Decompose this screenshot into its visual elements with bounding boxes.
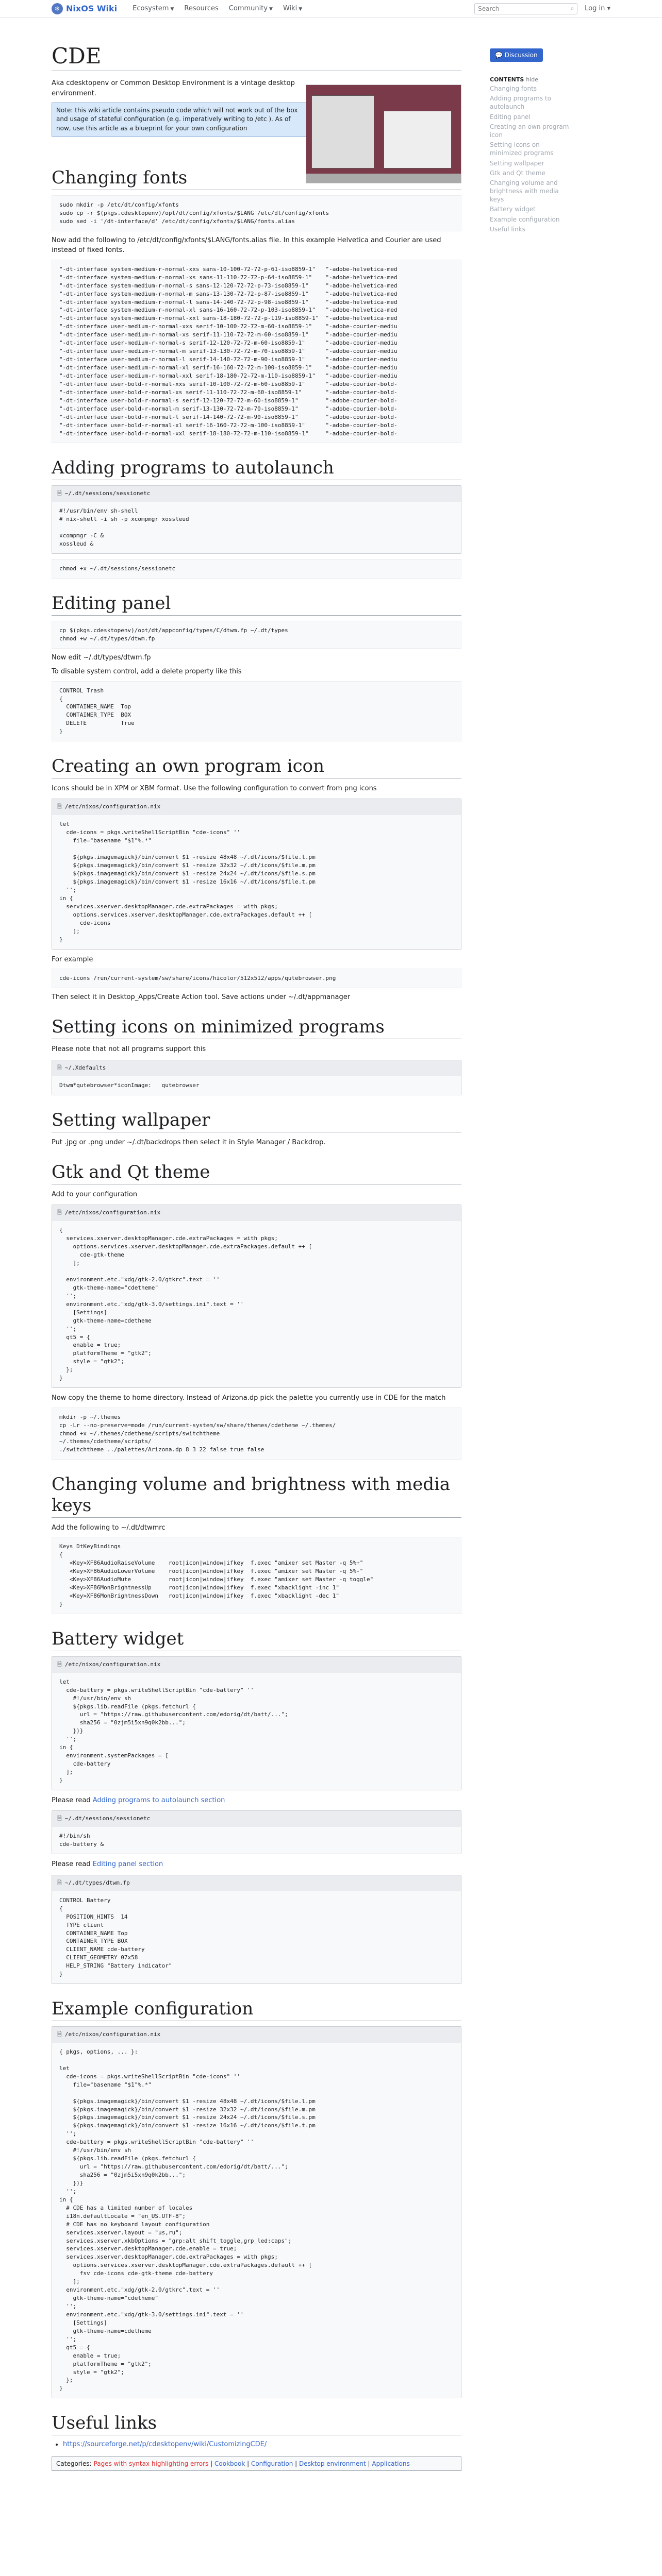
code-block: Keys DtKeyBindings { <Key>XF86AudioRaiseVolume root|icon|window|ifkey f.exec "amixer set Master -q 5%+" <Key>XF86AudioLowerVolume root|icon|window|ifkey f.exec "amixer set Master -q 5%-" <Key>XF86AudioMute root|icon|window|ifkey f.exec "amixer set Master -q toggle" <Key>XF86MonBrightnessUp root|icon|window|ifkey f.exec "xbacklight -inc 1" <Key>XF86MonBrightnessDown root|icon|window|ifkey f.exec "xbacklight -dec 1" } xyxy=(52,1537,461,1614)
section-heading-gtk: Gtk and Qt theme xyxy=(52,1162,461,1184)
code-block: mkdir -p ~/.themes cp -Lr --no-preserve=mode /run/current-system/sw/share/themes/cdetheme ~/.themes/ chmod +x ~/.themes/cdetheme/scripts/switchtheme ~/.themes/cdetheme/scripts/ ./switchtheme ../palettes/Arizona.dp 8 3 22 false true false xyxy=(52,1408,461,1460)
main-content xyxy=(52,43,461,2471)
panel-section-link[interactable]: Editing panel section xyxy=(92,1860,163,1869)
toc-item[interactable]: Setting icons on minimized programs xyxy=(490,141,554,157)
code-block: CONTROL Battery { POSITION_HINTS 14 TYPE client CONTAINER_NAME Top CONTAINER_TYPE BOX CLIENT_NAME cde-battery CLIENT_GEOMETRY 07x58 HELP_STRING "Battery indicator" } xyxy=(52,1891,461,1984)
site-logo[interactable] xyxy=(52,3,117,14)
toc-item[interactable]: Changing volume and brightness with media keys xyxy=(490,179,559,204)
code-block: let cde-battery = pkgs.writeShellScriptBin "cde-battery" '' #!/usr/bin/env sh ${pkgs.lib.readFile (pkgs.fetchurl { url = "https://raw.githubusercontent.com/edorig/dt/batt/..."; sha256 = "0zjm5i5xn9q0k2bb..."; })} ''; in { environment.systemPackages = [ cde-battery ]; } xyxy=(52,1673,461,1790)
nav-community[interactable]: Community ▼ xyxy=(228,5,273,12)
toc-item[interactable]: Changing fonts xyxy=(490,85,537,92)
paragraph: Put .jpg or .png under ~/.dt/backdrops then select it in Style Manager / Backdrop. xyxy=(52,1138,326,1146)
category-link[interactable]: Desktop environment xyxy=(299,2460,366,2468)
categories-box: Categories: Pages with syntax highlighting errors | Cookbook | Configuration | Desktop environment | Applications xyxy=(52,2456,461,2471)
chevron-down-icon: ▼ xyxy=(269,7,273,12)
paragraph: Please read Adding programs to autolaunch section xyxy=(52,1796,225,1804)
code-block: CONTROL Trash { CONTAINER_NAME Top CONTAINER_TYPE BOX DELETE True } xyxy=(52,681,461,742)
section-heading-panel: Editing panel xyxy=(52,593,461,616)
code-block: Dtwm*qutebrowser*iconImage: qutebrowser xyxy=(52,1076,461,1095)
code-block: { services.xserver.desktopManager.cde.extraPackages = with pkgs; options.services.xserver.desktopManager.cde.extraPackages.default ++ [ cde-gtk-theme ]; environment.etc."xdg/gtk-2.0/gtkrc".text = '' gtk-theme-name="cdetheme" ''; environment.etc."xdg/gtk-3.0/settings.ini".text = '' [Settings] gtk-theme-name=cdetheme ''; qt5 = { enable = true; platformTheme = "gtk2"; style = "gtk2"; }; } xyxy=(52,1221,461,1387)
file-block: 🗎 ~/.Xdefaults Dtwm*qutebrowser*iconImage: qutebrowser xyxy=(52,1060,461,1095)
file-icon: 🗎 xyxy=(57,803,62,810)
file-block: 🗎 ~/.dt/sessions/sessionetc #!/bin/sh cde-battery & xyxy=(52,1810,461,1854)
section-heading-fonts: Changing fonts xyxy=(52,167,461,190)
search-icon: ⌕ xyxy=(570,5,574,12)
paragraph: To disable system control, add a delete property like this xyxy=(52,668,242,676)
chevron-down-icon: ▼ xyxy=(170,7,174,12)
external-link[interactable]: https://sourceforge.net/p/cdesktopenv/wiki/CustomizingCDE/ xyxy=(63,2441,267,2449)
paragraph: Now edit ~/.dt/types/dtwm.fp xyxy=(52,653,151,662)
list-item xyxy=(63,2441,461,2448)
intro-text: Aka cdesktopenv or Common Desktop Environment is a vintage desktop environment. xyxy=(52,79,295,97)
file-icon: 🗎 xyxy=(57,1064,62,1071)
section-heading-media: Changing volume and brightness with media keys xyxy=(52,1474,461,1518)
section-heading-battery: Battery widget xyxy=(52,1629,461,1651)
file-icon: 🗎 xyxy=(57,1209,62,1216)
code-block: #!/usr/bin/env sh-shell # nix-shell -i sh -p xcompmgr xossleud xcompmgr -C & xossleud & xyxy=(52,502,461,553)
category-link[interactable]: Pages with syntax highlighting errors xyxy=(93,2460,209,2468)
search-input[interactable]: Search ⌕ xyxy=(474,3,577,14)
toc-item[interactable]: Setting wallpaper xyxy=(490,159,544,167)
nav-ecosystem[interactable]: Ecosystem ▼ xyxy=(133,5,174,12)
toc-hide-link[interactable]: hide xyxy=(526,76,539,83)
toc-item[interactable]: Example configuration xyxy=(490,215,560,223)
toc-item[interactable]: Useful links xyxy=(490,225,525,233)
file-block: 🗎 ~/.dt/sessions/sessionetc #!/usr/bin/env sh-shell # nix-shell -i sh -p xcompmgr xossleud xcompmgr -C & xossleud & xyxy=(52,485,461,554)
nav-resources[interactable]: Resources xyxy=(184,5,219,12)
code-block: chmod +x ~/.dt/sessions/sessionetc xyxy=(52,559,461,579)
top-bar xyxy=(0,0,662,18)
cde-screenshot[interactable] xyxy=(306,84,461,183)
site-name: NixOS Wiki xyxy=(66,4,118,13)
paragraph: Please note that not all programs support this xyxy=(52,1045,206,1054)
paragraph: Now add the following to /etc/dt/config/xfonts/$LANG/fonts.alias file. In this example Helvetica and Courier are used instead of fixed fonts. xyxy=(52,236,441,255)
section-heading-wallpaper: Setting wallpaper xyxy=(52,1110,461,1132)
file-block: 🗎 /etc/nixos/configuration.nix let cde-battery = pkgs.writeShellScriptBin "cde-battery" '' #!/usr/bin/env sh ${pkgs.lib.readFile (pkgs.fetchurl { url = "https://raw.githubusercontent.com/edorig/dt/batt/..."; sha256 = "0zjm5i5xn9q0k2bb..."; })} ''; in { environment.systemPackages = [ cde-battery ]; } xyxy=(52,1656,461,1790)
file-icon: 🗎 xyxy=(57,1815,62,1822)
toc-item[interactable]: Battery widget xyxy=(490,206,536,213)
file-icon: 🗎 xyxy=(57,1660,62,1668)
main-nav xyxy=(133,5,302,12)
paragraph: Now copy the theme to home directory. Instead of Arizona.dp pick the palette you currently use in CDE for the match xyxy=(52,1394,446,1402)
nixos-logo-icon: ❄ xyxy=(52,3,63,14)
file-block: 🗎 /etc/nixos/configuration.nix { services.xserver.desktopManager.cde.extraPackages = with pkgs; options.services.xserver.desktopManager.cde.extraPackages.default ++ [ cde-gtk-theme ]; environment.etc."xdg/gtk-2.0/gtkrc".text = '' gtk-theme-name="cdetheme" ''; environment.etc."xdg/gtk-3.0/settings.ini".text = '' [Settings] gtk-theme-name=cdetheme ''; qt5 = { enable = true; platformTheme = "gtk2"; style = "gtk2"; }; } xyxy=(52,1205,461,1388)
category-link[interactable]: Cookbook xyxy=(214,2460,245,2468)
category-link[interactable]: Applications xyxy=(372,2460,410,2468)
paragraph: Please read Editing panel section xyxy=(52,1860,163,1869)
section-heading-icon: Creating an own program icon xyxy=(52,756,461,778)
toc-title: CONTENTS hide xyxy=(490,76,539,83)
file-block: 🗎 /etc/nixos/configuration.nix { pkgs, options, ... }: let cde-icons = pkgs.writeShellScriptBin "cde-icons" '' file="basename "$1"%.*" ${pkgs.imagemagick}/bin/convert $1 -resize 48x48 ~/.dt/icons/$file.l.pm ${pkgs.imagemagick}/bin/convert $1 -resize 32x32 ~/.dt/icons/$file.m.pm ${pkgs.imagemagick}/bin/convert $1 -resize 24x24 ~/.dt/icons/$file.s.pm ${pkgs.imagemagick}/bin/convert $1 -resize 16x16 ~/.dt/icons/$file.t.pm ''; cde-battery = pkgs.writeShellScriptBin "cde-battery" '' #!/usr/bin/env sh ${pkgs.lib.readFile (pkgs.fetchurl { url = "https://raw.githubusercontent.com/edorig/dt/batt/..."; sha256 = "0zjm5i5xn9q0k2bb..."; })} ''; in { # CDE has a limited number of locales i18n.defaultLocale = "en_US.UTF-8"; # CDE has no keyboard layout configuration services.xserver.layout = "us,ru"; services.xserver.xkbOptions = "grp:alt_shift_toggle,grp_led:caps"; services.xserver.desktopManager.cde.enable = true; services.xserver.desktopManager.cde.extraPackages = with pkgs; options.services.xserver.desktopManager.cde.extraPackages.default ++ [ fsv cde-icons cde-gtk-theme cde-battery ]; environment.etc."xdg/gtk-2.0/gtkrc".text = '' gtk-theme-name="cdetheme" ''; environment.etc."xdg/gtk-3.0/settings.ini".text = '' [Settings] gtk-theme-name=cdetheme ''; qt5 = { enable = true; platformTheme = "gtk2"; style = "gtk2"; }; } xyxy=(52,2026,461,2398)
paragraph: Add the following to ~/.dt/dtwmrc xyxy=(52,1523,166,1532)
file-icon: 🗎 xyxy=(57,2030,62,2038)
file-icon: 🗎 xyxy=(57,1879,62,1886)
chevron-down-icon: ▼ xyxy=(299,7,303,12)
code-block: "-dt-interface system-medium-r-normal-xxs sans-10-100-72-72-p-61-iso8859-1" "-adobe-helvetica-med "-dt-interface system-medium-r-normal-xs sans-11-110-72-72-p-64-iso8859-1" "-adobe-helvetica-med "-dt-interface system-medium-r-normal-s sans-12-120-72-72-p-73-iso8859-1" "-adobe-helvetica-med "-dt-interface system-medium-r-normal-m sans-13-130-72-72-p-87-iso8859-1" "-adobe-helvetica-med "-dt-interface system-medium-r-normal-l sans-14-140-72-72-p-98-iso8859-1" "-adobe-helvetica-med "-dt-interface system-medium-r-normal-xl sans-16-160-72-72-p-103-iso8859-1" "-adobe-helvetica-med "-dt-interface system-medium-r-normal-xxl sans-18-180-72-72-p-119-iso8859-1" "-adobe-helvetica-med "-dt-interface user-medium-r-normal-xxs serif-10-100-72-72-m-60-iso8859-1" "-adobe-courier-mediu "-dt-interface user-medium-r-normal-xs serif-11-110-72-72-m-60-iso8859-1" "-adobe-courier-mediu "-dt-interface user-medium-r-normal-s serif-12-120-72-72-m-60-iso8859-1" "-adobe-courier-mediu "-dt-interface user-medium-r-normal-m serif-13-130-72-72-m-70-iso8859-1" "-adobe-courier-mediu "-dt-interface user-medium-r-normal-l serif-14-140-72-72-m-90-iso8859-1" "-adobe-courier-mediu "-dt-interface user-medium-r-normal-xl serif-16-160-72-72-m-100-iso8859-1" "-adobe-courier-mediu "-dt-interface user-medium-r-normal-xxl serif-18-180-72-72-m-110-iso8859-1" "-adobe-courier-mediu "-dt-interface user-bold-r-normal-xxs serif-10-100-72-72-m-60-iso8859-1" "-adobe-courier-bold- "-dt-interface user-bold-r-normal-xs serif-11-110-72-72-m-60-iso8859-1" "-adobe-courier-bold- "-dt-interface user-bold-r-normal-s serif-12-120-72-72-m-60-iso8859-1" "-adobe-courier-bold- "-dt-interface user-bold-r-normal-m serif-13-130-72-72-m-70-iso8859-1" "-adobe-courier-bold- "-dt-interface user-bold-r-normal-l serif-14-140-72-72-m-90-iso8859-1" "-adobe-courier-bold- "-dt-interface user-bold-r-normal-xl serif-16-160-72-72-m-100-iso8859-1" "-adobe-courier-bold- "-dt-interface user-bold-r-normal-xxl serif-18-180-72-72-m-110-iso8859-1" "-adobe-courier-bold- xyxy=(52,260,461,444)
sidebar xyxy=(490,48,572,235)
nav-wiki[interactable]: Wiki ▼ xyxy=(283,5,303,12)
page-title: CDE xyxy=(52,43,461,71)
toc-item[interactable]: Editing panel xyxy=(490,113,531,121)
section-heading-autolaunch: Adding programs to autolaunch xyxy=(52,457,461,480)
links-list xyxy=(52,2441,461,2448)
file-icon: 🗎 xyxy=(57,490,62,497)
paragraph: Add to your configuration xyxy=(52,1190,138,1198)
toc-item[interactable]: Adding programs to autolaunch xyxy=(490,95,551,111)
login-link[interactable]: Log in ▾ xyxy=(585,5,610,12)
toc-list xyxy=(490,84,572,233)
file-block: 🗎 ~/.dt/types/dtwm.fp CONTROL Battery { POSITION_HINTS 14 TYPE client CONTAINER_NAME Top CONTAINER_TYPE BOX CLIENT_NAME cde-battery CLIENT_GEOMETRY 07x58 HELP_STRING "Battery indicator" } xyxy=(52,1875,461,1984)
section-heading-example: Example configuration xyxy=(52,1998,461,2021)
code-block: sudo mkdir -p /etc/dt/config/xfonts sudo cp -r $(pkgs.cdesktopenv)/opt/dt/config/xfonts/$LANG /etc/dt/config/xfonts sudo sed -i '/dt-interface/d' /etc/dt/config/xfonts/$LANG/fonts.alias xyxy=(52,195,461,231)
toc-item[interactable]: Creating an own program icon xyxy=(490,123,569,139)
paragraph: Then select it in Desktop_Apps/Create Action tool. Save actions under ~/.dt/appmanager xyxy=(52,993,351,1001)
autolaunch-section-link[interactable]: Adding programs to autolaunch section xyxy=(92,1796,225,1804)
code-block: cp $(pkgs.cdesktopenv)/opt/dt/appconfig/types/C/dtwm.fp ~/.dt/types chmod +w ~/.dt/types/dtwm.fp xyxy=(52,621,461,649)
code-block: #!/bin/sh cde-battery & xyxy=(52,1827,461,1854)
discussion-button[interactable]: 💬 Discussion xyxy=(490,48,543,62)
code-block: { pkgs, options, ... }: let cde-icons = pkgs.writeShellScriptBin "cde-icons" '' file="basename "$1"%.*" ${pkgs.imagemagick}/bin/convert $1 -resize 48x48 ~/.dt/icons/$file.l.pm ${pkgs.imagemagick}/bin/convert $1 -resize 32x32 ~/.dt/icons/$file.m.pm ${pkgs.imagemagick}/bin/convert $1 -resize 24x24 ~/.dt/icons/$file.s.pm ${pkgs.imagemagick}/bin/convert $1 -resize 16x16 ~/.dt/icons/$file.t.pm ''; cde-battery = pkgs.writeShellScriptBin "cde-battery" '' #!/usr/bin/env sh ${pkgs.lib.readFile (pkgs.fetchurl { url = "https://raw.githubusercontent.com/edorig/dt/batt/..."; sha256 = "0zjm5i5xn9q0k2bb..."; })} ''; in { # CDE has a limited number of locales i18n.defaultLocale = "en_US.UTF-8"; # CDE has no keyboard layout configuration services.xserver.layout = "us,ru"; services.xserver.xkbOptions = "grp:alt_shift_toggle,grp_led:caps"; services.xserver.desktopManager.cde.enable = true; services.xserver.desktopManager.cde.extraPackages = with pkgs; options.services.xserver.desktopManager.cde.extraPackages.default ++ [ fsv cde-icons cde-gtk-theme cde-battery ]; environment.etc."xdg/gtk-2.0/gtkrc".text = '' gtk-theme-name="cdetheme" ''; environment.etc."xdg/gtk-3.0/settings.ini".text = '' [Settings] gtk-theme-name=cdetheme ''; qt5 = { enable = true; platformTheme = "gtk2"; style = "gtk2"; }; } xyxy=(52,2043,461,2398)
section-heading-minimized: Setting icons on minimized programs xyxy=(52,1016,461,1039)
categories-label: Categories: xyxy=(56,2460,92,2468)
code-block: cde-icons /run/current-system/sw/share/icons/hicolor/512x512/apps/qutebrowser.png xyxy=(52,969,461,988)
note-box: Note: this wiki article contains pseudo code which will not work out of the box and usage of stateful configuration (e.g. imperatively writing to /etc ). As of now, use this article as a blueprint for your own configuration xyxy=(52,103,308,137)
category-link[interactable]: Configuration xyxy=(251,2460,293,2468)
file-block: 🗎 /etc/nixos/configuration.nix let cde-icons = pkgs.writeShellScriptBin "cde-icons" '' file="basename "$1"%.*" ${pkgs.imagemagick}/bin/convert $1 -resize 48x48 ~/.dt/icons/$file.l.pm ${pkgs.imagemagick}/bin/convert $1 -resize 32x32 ~/.dt/icons/$file.m.pm ${pkgs.imagemagick}/bin/convert $1 -resize 24x24 ~/.dt/icons/$file.s.pm ${pkgs.imagemagick}/bin/convert $1 -resize 16x16 ~/.dt/icons/$file.t.pm ''; in { services.xserver.desktopManager.cde.extraPackages = with pkgs; options.services.xserver.desktopManager.cde.extraPackages.default ++ [ cde-icons ]; } xyxy=(52,799,461,949)
toc-item[interactable]: Gtk and Qt theme xyxy=(490,169,545,177)
paragraph: Icons should be in XPM or XBM format. Use the following configuration to convert from png icons xyxy=(52,784,377,792)
section-heading-links: Useful links xyxy=(52,2413,461,2435)
paragraph: For example xyxy=(52,955,93,963)
code-block: let cde-icons = pkgs.writeShellScriptBin "cde-icons" '' file="basename "$1"%.*" ${pkgs.imagemagick}/bin/convert $1 -resize 48x48 ~/.dt/icons/$file.l.pm ${pkgs.imagemagick}/bin/convert $1 -resize 32x32 ~/.dt/icons/$file.m.pm ${pkgs.imagemagick}/bin/convert $1 -resize 24x24 ~/.dt/icons/$file.s.pm ${pkgs.imagemagick}/bin/convert $1 -resize 16x16 ~/.dt/icons/$file.t.pm ''; in { services.xserver.desktopManager.cde.extraPackages = with pkgs; options.services.xserver.desktopManager.cde.extraPackages.default ++ [ cde-icons ]; } xyxy=(52,815,461,948)
